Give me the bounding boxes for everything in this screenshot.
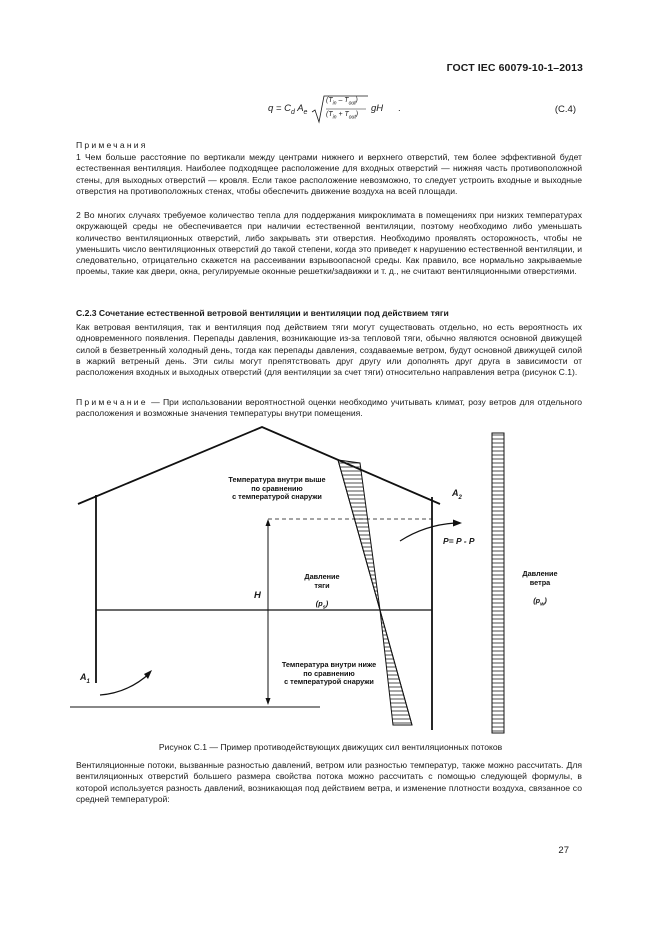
wind-pressure-column: [492, 433, 504, 733]
inflow-arrow: [100, 673, 150, 695]
label-wind-pressure: Давление ветра $(p_w)$: [522, 569, 558, 608]
formula-c4: $q = C_d$ $A_e$ $(T_{in} - T_{out})$ $(T_{in} + T_{out})$ gH .: [240, 94, 540, 126]
fraction-numerator: $(T_{in} - T_{out})$: [326, 97, 358, 107]
note-2: 2 Во многих случаях требуемое количество тепла для поддержания микроклимата в помещениях при низких температурах окружающей среды не обеспечивается при наличии естественной вентиляции, поэтому необходимо либо уменьшать количество вентиляционных отверстий, либо закрывать эти отверстия. Необходимо проявлять осторожность, чтобы не уменьшить число вентиляционных отверстий до такой степени, когда это приведет к нарушению естественной вентиляции, и следовательно, отрицательно скажется на рассеивании взрывоопасной среды. Как правило, все нормально закрываемые проемы, такие как двери, окна, регулируемые оконные решетки/задвижки и т. д., не считают вентиляционными отверстиями.: [76, 210, 582, 277]
section-paragraph: Как ветровая вентиляция, так и вентиляция под действием тяги могут существовать отдельно, но есть вероятность их одновременного появления. Перепады давления, возникающие из-за тепловой тяги, обычно являются основной движущей силой в безветренный холодный день, тогда как перепады давления, создаваемые ветром, будут основной движущей силой в жаркий ветреный день. Эти силы могут препятствовать друг другу или дополнять друг друга в зависимости от расположения входных и выходных отверстий (для вентиляции за счет тяги) относительно направления ветра (рисунок С.1).: [76, 322, 582, 378]
section-title: С.2.3 Сочетание естественной ветровой вентиляции и вентиляции под действием тяги: [76, 308, 449, 318]
label-a2: $A_2$: [452, 488, 462, 501]
label-temp-lower: Температура внутри ниже по сравнению с температурой снаружи: [281, 660, 377, 686]
notes-heading: Примечания: [76, 140, 148, 150]
label-draft-pressure: Давление тяги $(p_s)$: [304, 572, 340, 611]
fraction-denominator: $(T_{in} + T_{out})$: [326, 111, 359, 121]
label-temp-higher: Температура внутри выше по сравнению с температурой снаружи: [228, 475, 326, 501]
label-a1: $A_1$: [80, 672, 90, 685]
note-1: 1 Чем больше расстояние по вертикали между центрами нижнего и верхнего отверстий, тем более эффективной будет естественная вентиляция. Наиболее подходящее расположение для входных отверстий — нижняя часть противоположной стены, для выходных отверстий — кровля. Если такое расположение невозможно, то следует устроить входные и выходные отверстия на противоположных стенах, чтобы обеспечить движение воздуха на всей площади.: [76, 152, 582, 196]
page-number: 27: [558, 845, 569, 856]
label-pressure-relation: P= P - P: [443, 536, 475, 546]
closing-paragraph: Вентиляционные потоки, вызванные разностью давлений, ветром или разностью температур, также можно рассчитать. Для вентиляционных отверстий большего размера свойства потока можно рассчитать с помощью следующей формулы, в которой используется разность давлений, возникающая под действием ветра, и изменение плотности воздуха, связанное со средней температурой:: [76, 760, 582, 804]
section-note: Примечание — При использовании вероятностной оценки необходимо учитывать климат, розу ветров для отдельного расположения и возможные значения температуры внутри помещения.: [76, 397, 582, 419]
figure-caption: Рисунок С.1 — Пример противодействующих движущих сил вентиляционных потоков: [158, 742, 503, 752]
label-height: H: [254, 590, 261, 601]
document-header: ГОСТ IEC 60079-10-1–2013: [446, 62, 583, 74]
equation-number: (С.4): [554, 104, 576, 115]
